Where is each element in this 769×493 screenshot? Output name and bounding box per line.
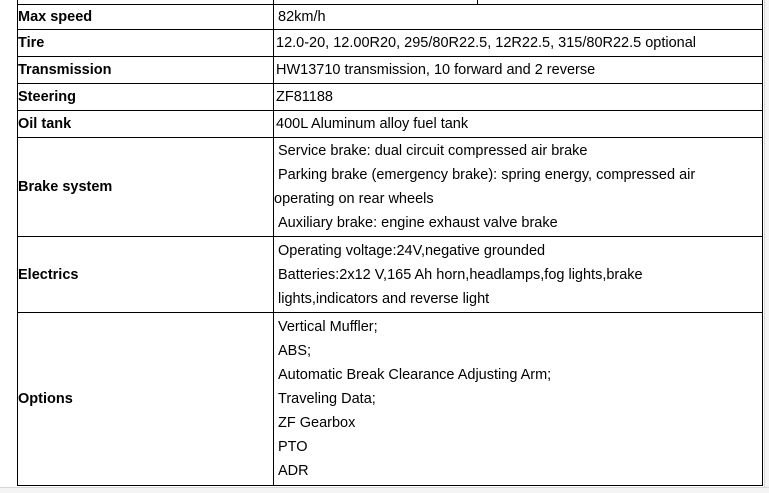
value-line: Automatic Break Clearance Adjusting Arm; — [278, 367, 552, 383]
window-edge-bottom — [0, 487, 769, 493]
row-label: Tire — [18, 30, 274, 57]
value-line: Vertical Muffler; — [278, 319, 378, 335]
row-label: Transmission — [18, 57, 274, 84]
value-line: PTO — [278, 439, 308, 455]
row-value — [274, 138, 763, 237]
row-value — [274, 84, 763, 111]
row-label: Electrics — [18, 237, 274, 313]
table-row — [18, 84, 763, 111]
row-label: Options — [18, 313, 274, 486]
window-edge-right — [764, 0, 769, 493]
row-value — [274, 5, 763, 30]
value-line: 82km/h — [278, 9, 326, 25]
row-value — [274, 111, 763, 138]
row-label: Oil tank — [18, 111, 274, 138]
value-line: lights,indicators and reverse light — [278, 290, 490, 307]
row-label: Brake system — [18, 138, 274, 237]
table-row — [18, 237, 763, 313]
value-line: Auxiliary brake: engine exhaust valve brake — [278, 215, 558, 231]
table-row — [18, 111, 763, 138]
row-label: Max speed — [18, 5, 274, 30]
table-row — [18, 313, 763, 486]
table-row — [18, 57, 763, 84]
value-line: 12.0-20, 12.00R20, 295/80R22.5, 12R22.5, 315/80R22.5 optional — [276, 35, 697, 51]
value-line: HW13710 transmission, 10 forward and 2 reverse — [276, 62, 596, 78]
row-value — [274, 30, 763, 57]
value-line: ZF81188 — [276, 89, 333, 105]
value-line: ZF Gearbox — [278, 415, 356, 431]
table-row — [18, 30, 763, 57]
row-value — [274, 57, 763, 84]
table-row — [18, 138, 763, 237]
value-line: Operating voltage:24V,negative grounded — [278, 242, 546, 259]
value-line: Traveling Data; — [278, 391, 376, 407]
value-line: Service brake: dual circuit compressed air brake — [278, 143, 588, 159]
row-label: Steering — [18, 84, 274, 111]
value-line: ADR — [278, 463, 309, 479]
table-row — [18, 5, 763, 30]
spec-table — [17, 4, 763, 486]
row-value — [274, 313, 763, 486]
row-value — [274, 237, 763, 313]
value-line: Batteries:2x12 V,165 Ah horn,headlamps,fog lights,brake — [278, 266, 643, 283]
value-line: operating on rear wheels — [274, 191, 434, 207]
value-line: ABS; — [278, 343, 312, 359]
value-line: 400L Aluminum alloy fuel tank — [276, 116, 469, 132]
value-line: Parking brake (emergency brake): spring energy, compressed air — [278, 167, 696, 183]
